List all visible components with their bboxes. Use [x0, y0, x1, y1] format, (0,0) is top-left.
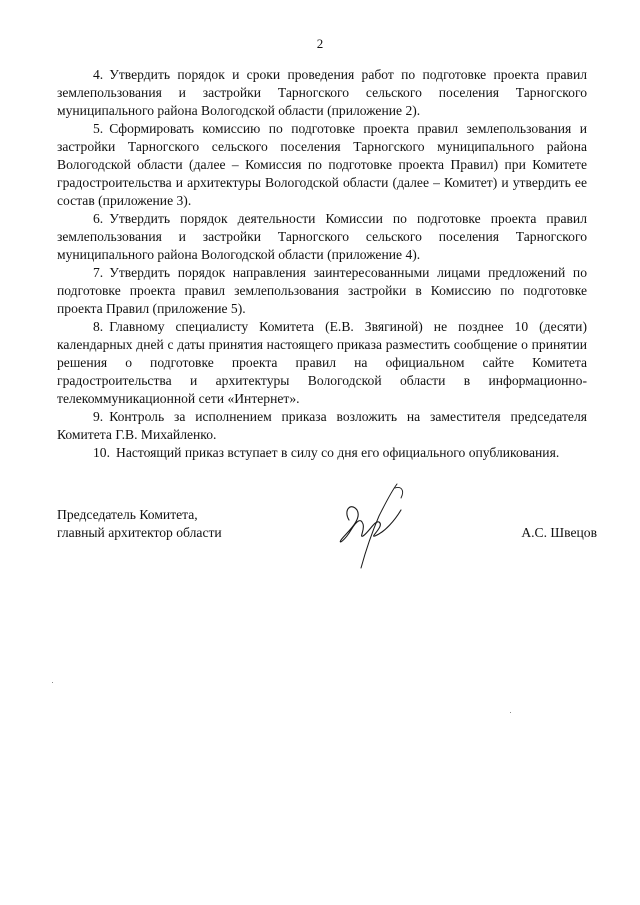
paragraph-item-5 — [57, 120, 587, 210]
paragraph-number: 7. — [93, 265, 104, 280]
handwritten-signature — [335, 480, 415, 570]
paragraph-text: Сформировать комиссию по подготовке проекта правил землепользования и застройки Тарногского сельского поселения Тарногского муниципального района Вологодской области (далее – Комиссия по подготовке проекта Правил) при Комитете градостроительства и архитектуры Вологодской области (далее – Комитет) и утвердить ее состав (приложение 3). — [57, 121, 587, 208]
paragraph-item-7 — [57, 264, 587, 318]
paragraph-number: 10. — [93, 445, 110, 460]
paragraph-text: Утвердить порядок деятельности Комиссии по подготовке проекта правил землепользования и застройки Тарногского сельского поселения Тарногского муниципального района Вологодской области (приложение 4). — [57, 211, 587, 262]
document-body — [57, 66, 587, 462]
paragraph-number: 5. — [93, 121, 104, 136]
paragraph-number: 4. — [93, 67, 104, 82]
paragraph-text: Главному специалисту Комитета (Е.В. Звягиной) не позднее 10 (десяти) календарных дней с даты принятия настоящего приказа разместить сообщение о принятии решения о подготовке проекта правил на официальном сайте Комитета градостроительства и архитектуры Вологодской области в информационно-телекоммуникационной сети «Интернет». — [57, 319, 587, 406]
paragraph-number: 8. — [93, 319, 104, 334]
page-number: 2 — [316, 36, 324, 51]
scan-speck — [52, 682, 53, 683]
paragraph-number: 6. — [93, 211, 104, 226]
signatory-title-line-1: Председатель Комитета, — [57, 507, 198, 522]
paragraph-item-9 — [57, 408, 587, 444]
paragraph-item-6 — [57, 210, 587, 264]
paragraph-text: Настоящий приказ вступает в силу со дня его официального опубликования. — [116, 445, 560, 460]
signatory-title-line-2: главный архитектор области — [57, 525, 222, 540]
signature-block — [57, 498, 597, 578]
paragraph-item-10 — [57, 444, 587, 462]
signatory-title — [57, 506, 222, 542]
paragraph-text: Утвердить порядок направления заинтересованными лицами предложений по подготовке проекта правил землепользования застройки в Комиссию по подготовке проекта Правил (приложение 5). — [57, 265, 587, 316]
signatory-name: А.С. Швецов — [521, 525, 597, 540]
scan-speck — [510, 712, 511, 713]
paragraph-number: 9. — [93, 409, 104, 424]
paragraph-item-4 — [57, 66, 587, 120]
paragraph-text: Утвердить порядок и сроки проведения работ по подготовке проекта правил землепользования и застройки Тарногского сельского поселения Тарногского муниципального района Вологодской области (приложение 2). — [57, 67, 587, 118]
paragraph-text: Контроль за исполнением приказа возложить на заместителя председателя Комитета Г.В. Михайленко. — [57, 409, 587, 442]
paragraph-item-8 — [57, 318, 587, 408]
